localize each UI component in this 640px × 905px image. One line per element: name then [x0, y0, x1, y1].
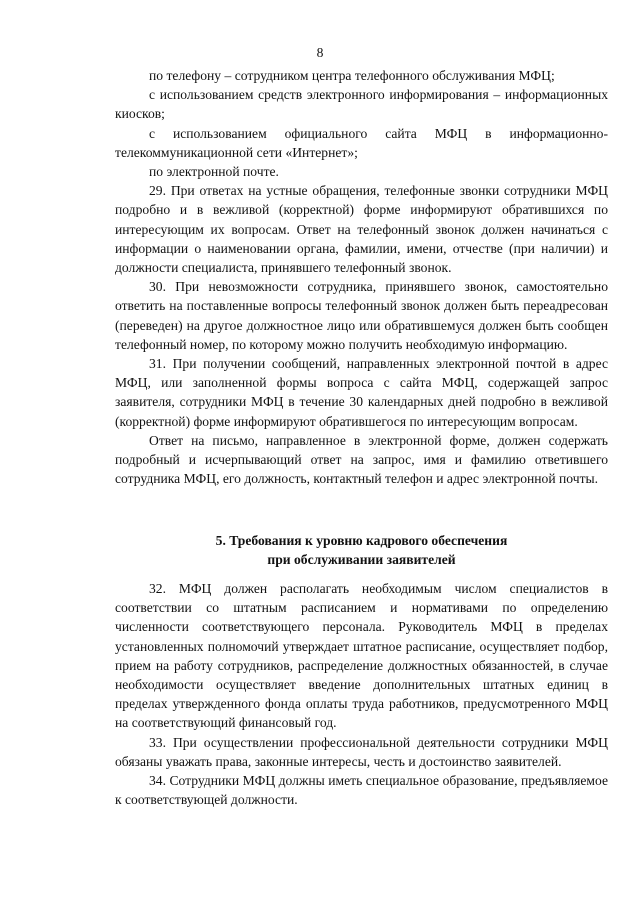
paragraph: с использованием средств электронного информирования – информационных киосков;	[115, 87, 608, 122]
paragraph-34: 34. Сотрудники МФЦ должны иметь специальное образование, предъявляемое к соответствующей должности.	[115, 773, 608, 808]
text-block-bottom	[115, 579, 608, 809]
paragraph-33: 33. При осуществлении профессиональной деятельности сотрудники МФЦ обязаны уважать права, законные интересы, честь и достоинство заявителей.	[115, 734, 608, 769]
paragraph: Ответ на письмо, направленное в электронной форме, должен содержать подробный и исчерпывающий ответ на запрос, имя и фамилию ответившего сотрудника МФЦ, его должность, контактный телефон и адрес электронной почты.	[115, 432, 608, 487]
page-number: 8	[316, 45, 324, 60]
section-heading	[115, 531, 608, 569]
text-block-top	[115, 66, 608, 488]
paragraph-31: 31. При получении сообщений, направленных электронной почтой в адрес МФЦ, или заполненной формы вопроса с сайта МФЦ, содержащей запрос заявителя, сотрудники МФЦ в течение 30 календарных дней подробно в вежливой (корректной) форме информируют обратившегося по интересующим вопросам.	[115, 356, 608, 429]
paragraph: по электронной почте.	[149, 164, 279, 180]
paragraph: по телефону – сотрудником центра телефонного обслуживания МФЦ;	[149, 68, 555, 83]
section-heading-line: при обслуживании заявителей	[267, 552, 456, 567]
paragraph-32: 32. МФЦ должен располагать необходимым числом специалистов в соответствии со штатным расписанием и нормативами по определению численности соответствующего персонала. Руководитель МФЦ в пределах установленных полномочий утверждает штатное расписание, осуществляет подбор, прием на работу сотрудников, распределение должностных обязанностей, в случае необходимости осуществляет введение дополнительных штатных единиц в пределах утвержденного фонда оплаты труда работников, предусмотренного МФЦ на соответствующий финансовый год.	[115, 581, 608, 731]
paragraph: с использованием официального сайта МФЦ в информационно-телекоммуникационной сети «Интернет»;	[115, 125, 608, 160]
paragraph-29: 29. При ответах на устные обращения, телефонные звонки сотрудники МФЦ подробно и в вежливой (корректной) форме информируют обратившихся по интересующим их вопросам. Ответ на телефонный звонок должен начинаться с информации о наименовании органа, фамилии, имени, отчестве (при наличии) и должности специалиста, принявшего телефонный звонок.	[115, 183, 608, 276]
section-heading-line: 5. Требования к уровню кадрового обеспечения	[215, 533, 508, 548]
paragraph-30: 30. При невозможности сотрудника, принявшего звонок, самостоятельно ответить на поставленные вопросы телефонный звонок должен быть переадресован (переведен) на другое должностное лицо или обратившемуся должен быть сообщен телефонный номер, по которому можно получить необходимую информацию.	[115, 279, 608, 352]
